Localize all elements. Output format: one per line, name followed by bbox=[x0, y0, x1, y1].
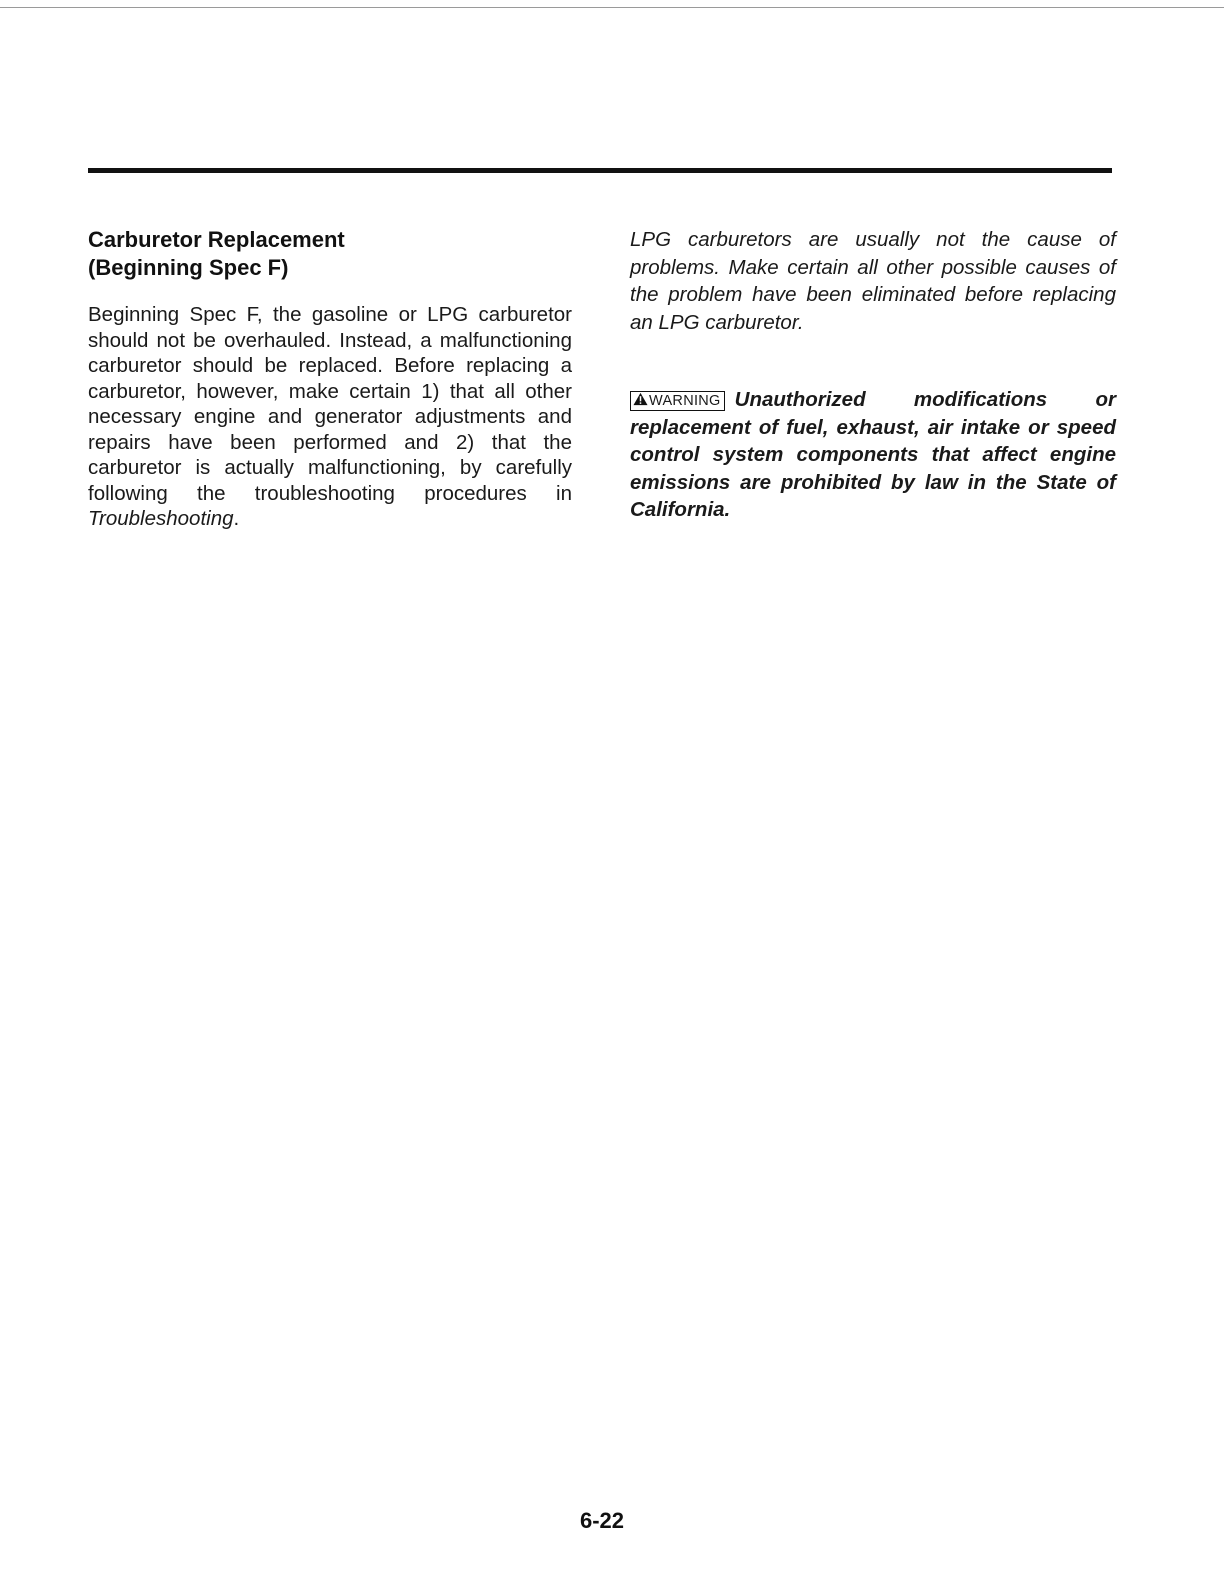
body-text-end: . bbox=[233, 507, 240, 530]
section-title-line-1: Carburetor Replacement bbox=[88, 227, 345, 252]
left-column bbox=[88, 226, 572, 532]
header-rule bbox=[88, 168, 1112, 173]
section-title bbox=[88, 226, 572, 282]
warning-label-text: WARNING bbox=[649, 393, 721, 409]
top-scan-line bbox=[0, 7, 1224, 8]
troubleshooting-reference: Troubleshooting bbox=[88, 507, 234, 530]
lpg-note: LPG carburetors are usually not the cause of problems. Make certain all other possible causes of the problem have been eliminated before replacing an LPG carburetor. bbox=[630, 228, 1116, 334]
section-title-line-2: (Beginning Spec F) bbox=[88, 255, 289, 280]
warning-label bbox=[630, 391, 725, 411]
right-column bbox=[630, 226, 1116, 524]
warning-text: Unauthorized modifications or replacement of fuel, exhaust, air intake or speed control system components that affect engine emissions are prohibited by law in the State of California. bbox=[630, 388, 1116, 521]
body-paragraph bbox=[88, 302, 572, 532]
warning-triangle-icon bbox=[633, 392, 648, 406]
warning-block bbox=[630, 386, 1116, 524]
page-number: 6-22 bbox=[579, 1508, 625, 1533]
body-text: Beginning Spec F, the gasoline or LPG carburetor should not be overhauled. Instead, a malfunctioning carburetor should be replaced. Before replacing a carburetor, however, make certain 1) that all other necessary engine and generator adjustments and repairs have been performed and 2) that the carburetor is actually malfunctioning, by carefully following the troubleshooting procedures in bbox=[88, 303, 572, 505]
